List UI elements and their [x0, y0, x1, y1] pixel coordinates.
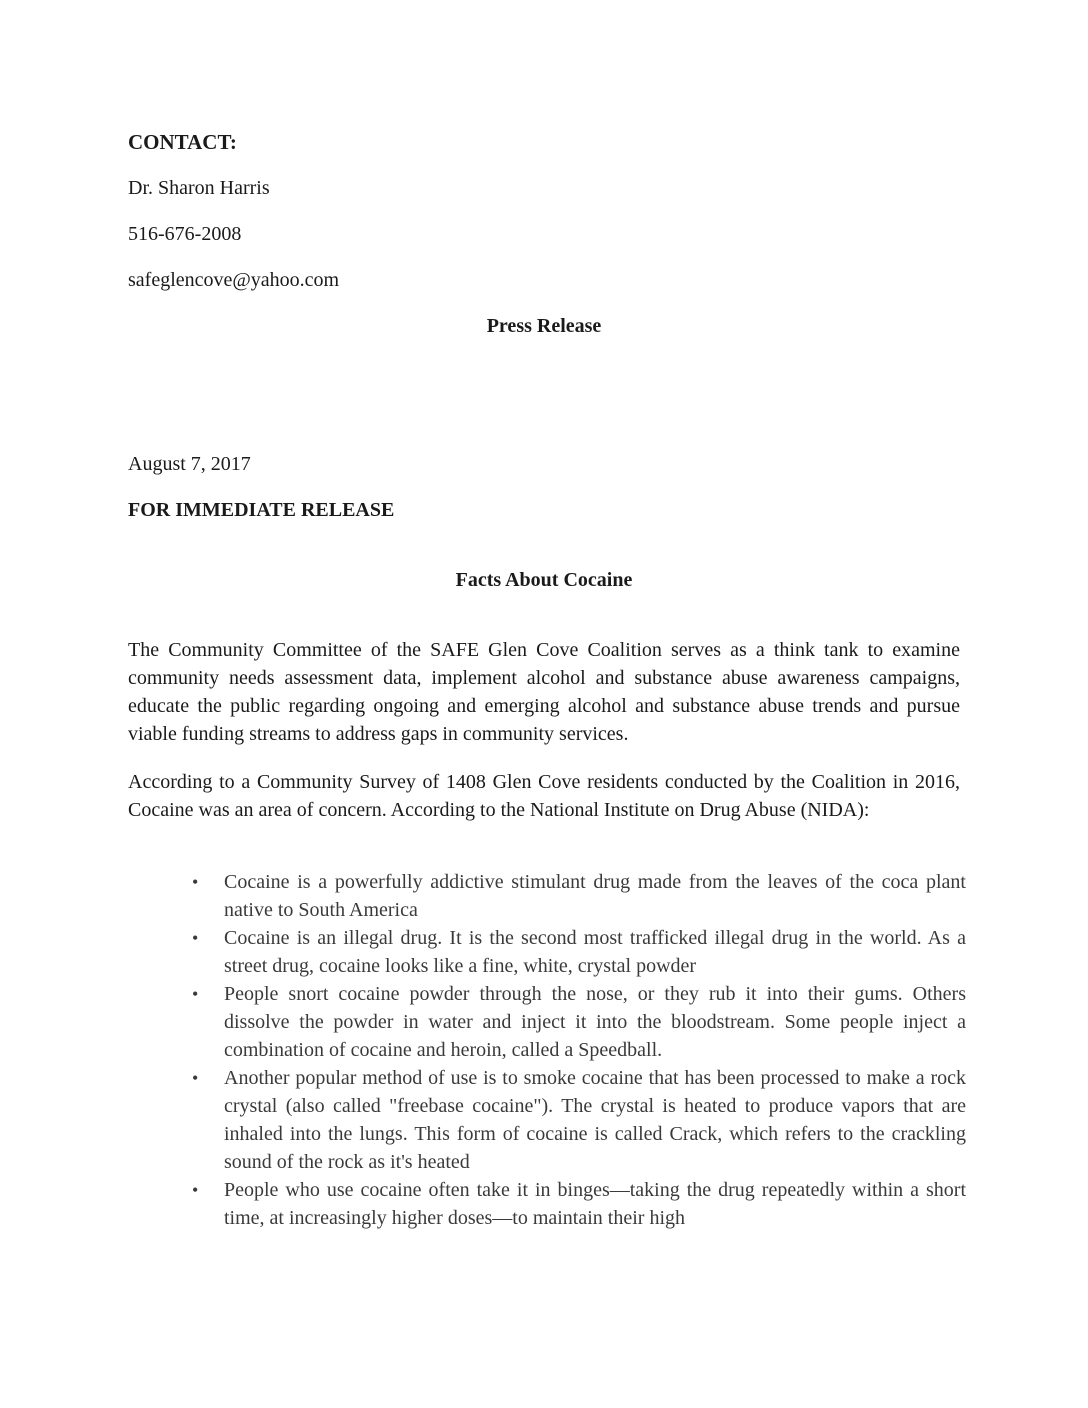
list-item-text: Cocaine is an illegal drug. It is the second most trafficked illegal drug in the world. As a street drug, cocaine looks like a fine, white, crystal powder: [224, 927, 966, 977]
facts-list: [186, 868, 966, 1232]
release-date: August 7, 2017: [128, 453, 251, 475]
bullet-icon: •: [192, 1068, 199, 1088]
list-item-text: Cocaine is a powerfully addictive stimulant drug made from the leaves of the coca plant native to South America: [224, 871, 966, 921]
bullet-icon: •: [192, 984, 199, 1004]
contact-label: CONTACT:: [128, 130, 237, 154]
contact-name: Dr. Sharon Harris: [128, 177, 270, 199]
list-item-text: Another popular method of use is to smoke cocaine that has been processed to make a rock crystal (also called "freebase cocaine"). The crystal is heated to produce vapors that are inhaled into the lungs. This form of cocaine is called Crack, which refers to the crackling sound of the rock as it's heated: [224, 1067, 966, 1173]
bullet-icon: •: [192, 1180, 199, 1200]
contact-phone: 516-676-2008: [128, 223, 242, 245]
list-item: [186, 1064, 966, 1176]
list-item-text: People who use cocaine often take it in binges—taking the drug repeatedly within a short time, at increasingly higher doses—to maintain their high: [224, 1179, 966, 1229]
list-item: [186, 980, 966, 1064]
intro-paragraph: The Community Committee of the SAFE Glen Cove Coalition serves as a think tank to examine community needs assessment data, implement alcohol and substance abuse awareness campaigns, educate the public regarding ongoing and emerging alcohol and substance abuse trends and pursue viable funding streams to address gaps in community services.: [128, 639, 960, 745]
list-item: [186, 868, 966, 924]
list-item-text: People snort cocaine powder through the nose, or they rub it into their gums. Others dissolve the powder in water and inject it into the bloodstream. Some people inject a combination of cocaine and heroin, called a Speedball.: [224, 983, 966, 1061]
bullet-icon: •: [192, 928, 199, 948]
survey-paragraph: According to a Community Survey of 1408 Glen Cove residents conducted by the Coalition in 2016, Cocaine was an area of concern. According to the National Institute on Drug Abuse (NIDA):: [128, 771, 960, 821]
immediate-release-label: FOR IMMEDIATE RELEASE: [128, 499, 395, 521]
press-release-heading: Press Release: [486, 315, 602, 337]
list-item: [186, 1176, 966, 1232]
bullet-icon: •: [192, 872, 199, 892]
document-title: Facts About Cocaine: [455, 569, 633, 591]
contact-email: safeglencove@yahoo.com: [128, 269, 340, 291]
list-item: [186, 924, 966, 980]
